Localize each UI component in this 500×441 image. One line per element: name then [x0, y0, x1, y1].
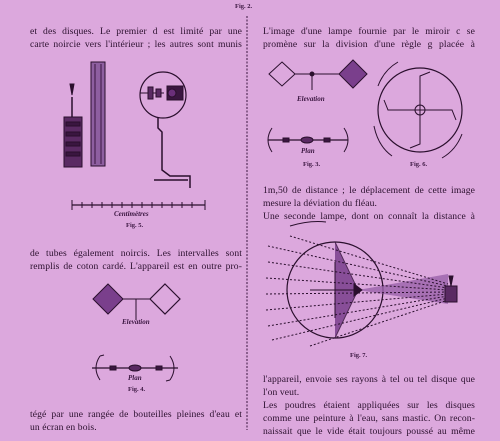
fig5-caption: Fig. 5. — [126, 222, 144, 229]
right-para3-line4: comme une peinture à l'eau, sans mastic. On recon- — [263, 413, 475, 424]
fig3-plan-label: Plan — [301, 147, 315, 155]
fig3-elevation-label: Elevation — [297, 95, 325, 103]
fig5-scale-label: Centimètres — [114, 210, 149, 218]
fig4-plan-label: Plan — [128, 374, 142, 382]
fig4-elevation-label: Elevation — [122, 318, 150, 326]
left-para3-line2: un écran en bois. — [30, 422, 97, 433]
left-para1-line1: et des disques. Le premier d est limité par une — [30, 26, 242, 37]
fig7-rays — [266, 222, 457, 347]
left-para1-line2: carte noircie vers l'intérieur ; les autres sont munis — [30, 39, 242, 50]
fig6-caption: Fig. 6. — [410, 161, 428, 168]
right-para3-line3: Les poudres étaient appliquées sur les disques — [263, 400, 475, 411]
fig4-caption: Fig. 4. — [128, 386, 146, 393]
fig3-balance — [268, 60, 367, 152]
fig4-balance — [92, 284, 180, 381]
right-para3-line5: naissait que le vide était toujours poussé au même — [263, 426, 475, 437]
right-para3-line1: l'appareil, envoie ses rayons à tel ou tel disque que — [263, 374, 475, 385]
fig3-caption: Fig. 3. — [303, 161, 321, 168]
fig6-wheel — [374, 62, 462, 158]
figure-number-header: Fig. 2. — [235, 3, 253, 10]
right-para2-line3: Une seconde lampe, dont on connaît la distance à — [263, 211, 475, 222]
right-para2-line1: 1m,50 de distance ; le déplacement de cette image — [263, 185, 475, 196]
right-para3-line2: l'on veut. — [263, 387, 300, 398]
left-para2-line2: remplis de coton cardé. L'appareil est en outre pro- — [30, 261, 242, 272]
fig7-caption: Fig. 7. — [350, 352, 368, 359]
right-para2-line2: mesure la déviation du fléau. — [263, 198, 377, 209]
right-para1-line1: L'image d'une lampe fournie par le miroir c se — [263, 26, 475, 37]
right-para1-line2: promène sur la division d'une règle g placée à — [263, 39, 475, 50]
left-para2-line1: de tubes également noircis. Les intervalles sont — [30, 248, 242, 259]
fig5-apparatus — [64, 62, 205, 210]
left-para3-line1: tégé par une rangée de bouteilles pleines d'eau et — [30, 409, 242, 420]
